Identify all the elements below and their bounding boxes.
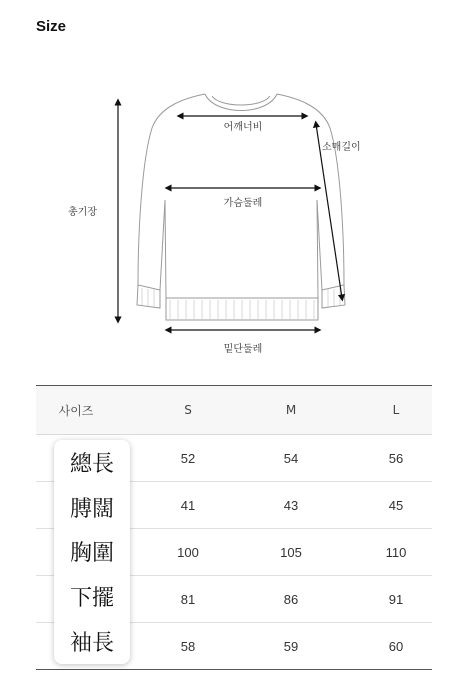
header-l: L bbox=[392, 403, 400, 417]
popup-label-sleeve: 袖長 bbox=[69, 631, 114, 657]
table-cell: 110 bbox=[385, 544, 407, 560]
popup-label-shoulder: 膊闊 bbox=[69, 496, 114, 522]
table-cell: 100 bbox=[177, 544, 199, 560]
popup-label-hem: 下擺 bbox=[69, 586, 114, 612]
table-cell: 54 bbox=[283, 450, 299, 466]
popup-label-chest: 胸圍 bbox=[69, 541, 114, 567]
table-cell: 60 bbox=[388, 638, 404, 654]
section-title: Size bbox=[36, 18, 67, 35]
table-cell: 43 bbox=[283, 497, 299, 513]
table-cell: 81 bbox=[180, 591, 196, 607]
table-header-row bbox=[36, 385, 432, 435]
table-cell: 91 bbox=[388, 591, 404, 607]
popup-label-total-length: 總長 bbox=[69, 451, 114, 477]
table-cell: 45 bbox=[388, 497, 404, 513]
header-s: S bbox=[184, 403, 192, 417]
table-cell: 59 bbox=[283, 638, 299, 654]
table-cell: 56 bbox=[388, 450, 404, 466]
header-size: 사이즈 bbox=[58, 403, 94, 418]
sweater-diagram bbox=[0, 80, 466, 370]
table-cell: 52 bbox=[180, 450, 196, 466]
chest-label: 가슴둘레 bbox=[223, 198, 263, 209]
table-cell: 105 bbox=[280, 544, 302, 560]
header-m: M bbox=[285, 403, 297, 417]
table-cell: 86 bbox=[283, 591, 299, 607]
shoulder-label: 어깨너비 bbox=[223, 122, 263, 133]
table-cell: 58 bbox=[180, 638, 196, 654]
measure-arrows bbox=[118, 102, 342, 330]
rib-hatching bbox=[142, 288, 340, 319]
hem-label: 밑단둘레 bbox=[223, 344, 263, 355]
total-length-label: 총기장 bbox=[68, 207, 97, 218]
table-cell: 41 bbox=[180, 497, 196, 513]
sleeve-label: 소매길이 bbox=[322, 142, 361, 153]
translation-popup bbox=[54, 440, 130, 664]
